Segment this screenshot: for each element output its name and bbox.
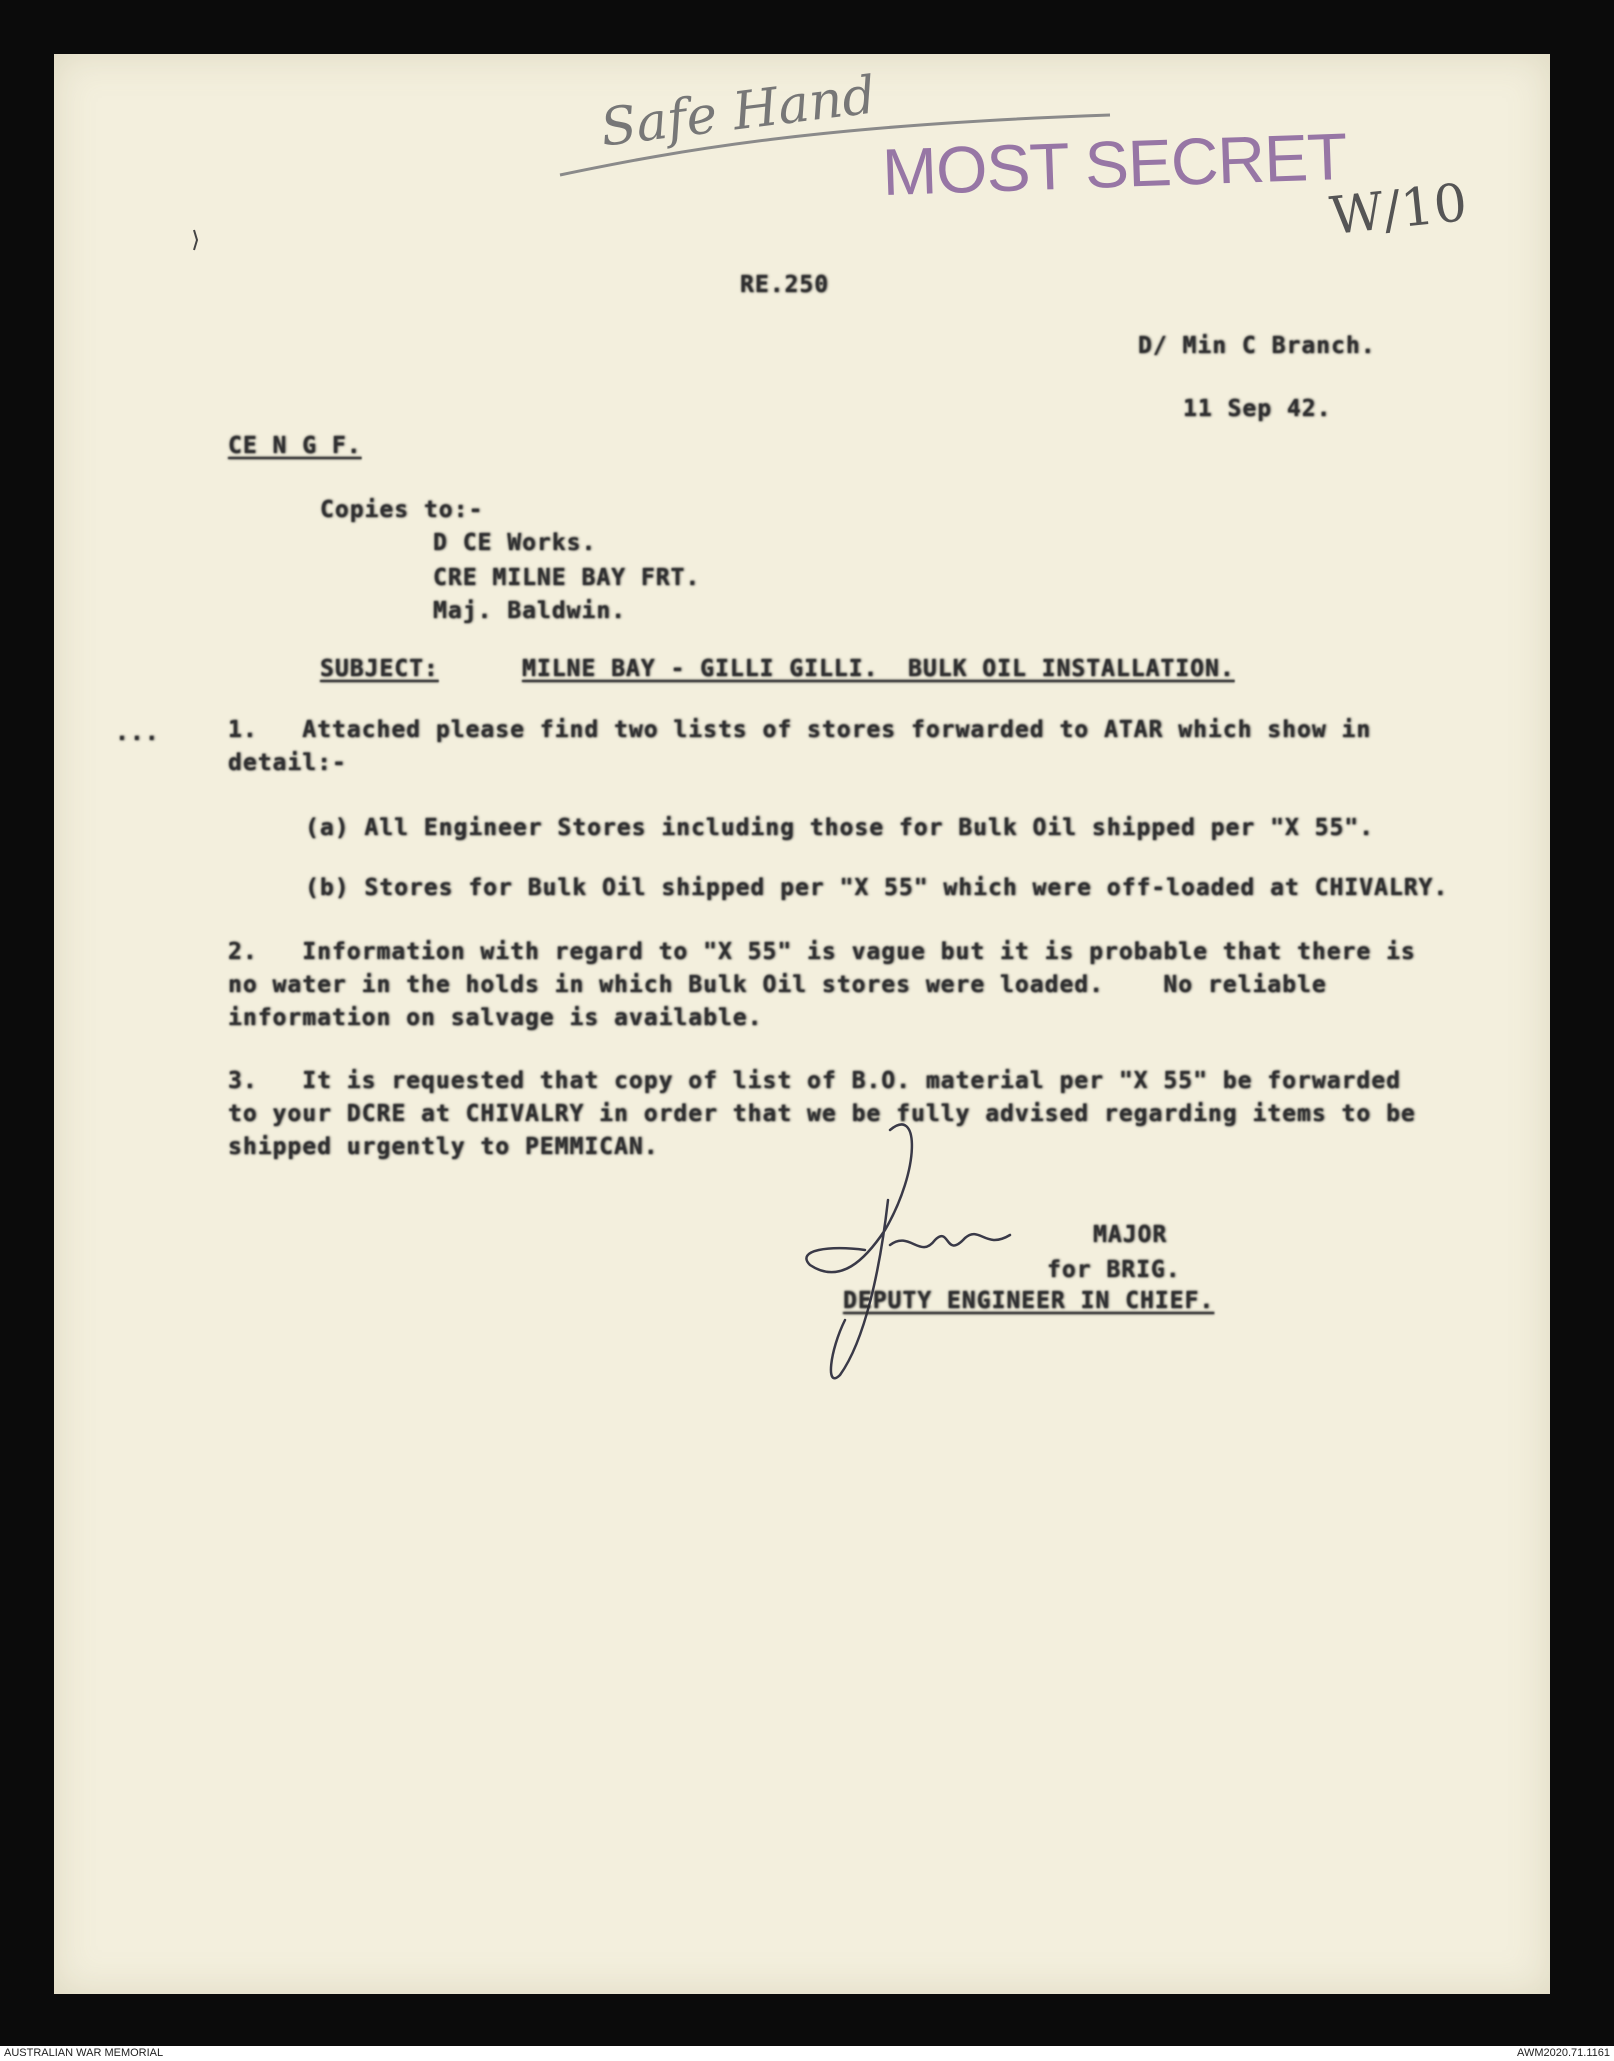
archive-footer <box>0 2046 1614 2061</box>
subject-label: SUBJECT: <box>320 656 439 682</box>
list-item-a: (a) All Engineer Stores including those for Bulk Oil shipped per "X 55". <box>305 815 1374 841</box>
from-branch: D/ Min C Branch. <box>1138 333 1376 359</box>
paragraph-2-line: information on salvage is available. <box>228 1005 763 1031</box>
list-item-b: (b) Stores for Bulk Oil shipped per "X 55" which were off-loaded at CHIVALRY. <box>305 875 1449 901</box>
paragraph-1-line: detail:- <box>228 750 347 776</box>
copies-item: Maj. Baldwin. <box>433 598 627 624</box>
paragraph-3-line: to your DCRE at CHIVALRY in order that we be fully advised regarding items to be <box>228 1101 1416 1127</box>
paragraph-3-line: 3. It is requested that copy of list of B.O. material per "X 55" be forwarded <box>228 1068 1401 1094</box>
document-date: 11 Sep 42. <box>1183 396 1332 422</box>
paragraph-2-line: 2. Information with regard to "X 55" is vague but it is probable that there is <box>228 939 1416 965</box>
paragraph-1-line: 1. Attached please find two lists of stores forwarded to ATAR which show in <box>228 717 1372 743</box>
copies-item: CRE MILNE BAY FRT. <box>433 565 701 591</box>
handwritten-signature <box>770 1110 1030 1390</box>
punch-mark <box>190 228 202 252</box>
classification-stamp: MOST SECRET <box>880 118 1348 210</box>
signature-title: DEPUTY ENGINEER IN CHIEF. <box>843 1288 1215 1314</box>
footer-institution: AUSTRALIAN WAR MEMORIAL <box>4 2047 164 2059</box>
copies-label: Copies to:- <box>320 497 484 523</box>
signature-rank: MAJOR <box>1093 1222 1168 1248</box>
footer-accession: AWM2020.71.1161 <box>1517 2047 1610 2059</box>
subject-line: MILNE BAY - GILLI GILLI. BULK OIL INSTALLATION. <box>522 656 1235 682</box>
handwritten-note: Safe Hand <box>597 65 879 159</box>
signature-for-line: for BRIG. <box>1047 1257 1181 1283</box>
copies-item: D CE Works. <box>433 530 597 556</box>
paragraph-2-line: no water in the holds in which Bulk Oil stores were loaded. No reliable <box>228 972 1327 998</box>
addressee: CE N G F. <box>228 433 362 459</box>
handwritten-reference: W/10 <box>1327 172 1470 248</box>
file-reference: RE.250 <box>740 272 830 298</box>
margin-mark: ... <box>115 720 160 746</box>
paragraph-3-line: shipped urgently to PEMMICAN. <box>228 1134 659 1160</box>
